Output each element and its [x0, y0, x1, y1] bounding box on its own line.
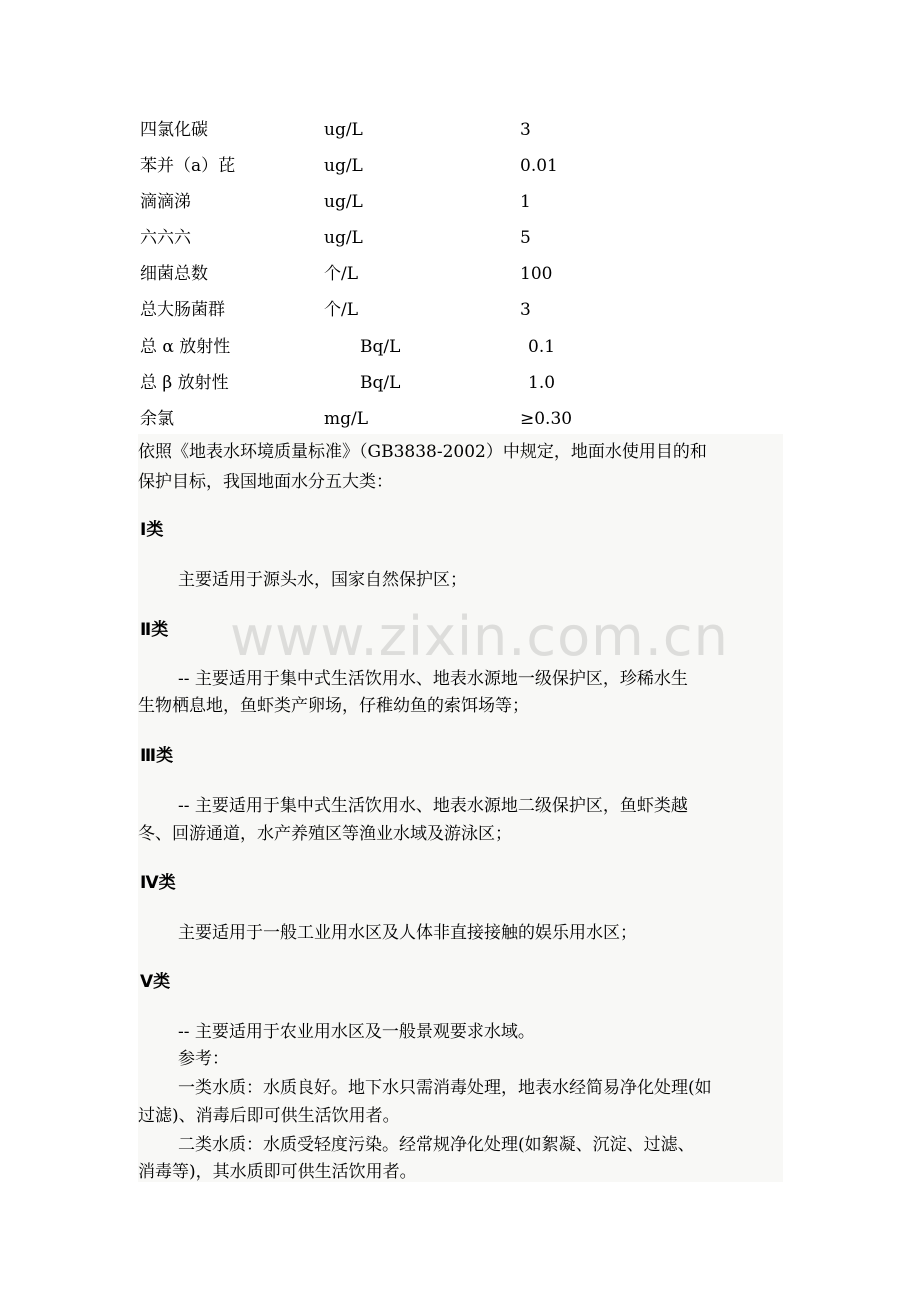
class-description: 主要适用于一般工业用水区及人体非直接接触的娱乐用水区； [178, 923, 637, 943]
item-value: 0.01 [520, 156, 558, 176]
reference-line: 二类水质：水质受轻度污染。经常规净化处理(如絮凝、沉淀、过滤、 [178, 1135, 695, 1155]
item-value: 3 [520, 300, 531, 320]
item-name: 六六六 [140, 228, 191, 248]
item-unit: 个/L [324, 300, 359, 320]
item-unit: ug/L [324, 228, 363, 248]
item-value: 1 [520, 192, 531, 212]
watermark: www.zixin.com.cn [230, 605, 729, 668]
item-value: ≥0.30 [520, 409, 573, 429]
class-heading: Ⅱ类 [140, 620, 169, 640]
item-unit: ug/L [324, 156, 363, 176]
item-value: 3 [520, 120, 531, 140]
item-unit: mg/L [324, 409, 369, 429]
reference-line: 消毒等)，其水质即可供生活饮用者。 [138, 1162, 417, 1182]
item-value: 1.0 [528, 373, 556, 393]
item-name: 滴滴涕 [140, 192, 191, 212]
class-heading: Ⅰ类 [140, 520, 164, 540]
class-heading: Ⅲ类 [140, 746, 174, 766]
item-unit: ug/L [324, 192, 363, 212]
class-description: -- 主要适用于集中式生活饮用水、地表水源地二级保护区，鱼虾类越 [178, 796, 688, 816]
class-description: 生物栖息地，鱼虾类产卵场，仔稚幼鱼的索饵场等； [138, 696, 529, 716]
item-name: 总 α 放射性 [140, 337, 231, 357]
item-value: 0.1 [528, 337, 556, 357]
item-unit: Bq/L [360, 337, 401, 357]
reference-line: 一类水质：水质良好。地下水只需消毒处理，地表水经简易净化处理(如 [178, 1078, 712, 1098]
class-heading: Ⅳ类 [140, 873, 176, 893]
class-description: 主要适用于源头水，国家自然保护区； [178, 570, 467, 590]
intro-line: 依照《地表水环境质量标准》（GB3838-2002）中规定，地面水使用目的和 [138, 442, 707, 462]
item-unit: Bq/L [360, 373, 401, 393]
class-description: -- 主要适用于集中式生活饮用水、地表水源地一级保护区，珍稀水生 [178, 669, 688, 689]
intro-line: 保护目标，我国地面水分五大类： [138, 472, 393, 492]
item-name: 余氯 [140, 409, 174, 429]
reference-label: 参考： [178, 1049, 229, 1069]
item-value: 5 [520, 228, 531, 248]
class-description: -- 主要适用于农业用水区及一般景观要求水域。 [178, 1022, 535, 1042]
item-name: 苯并（a）芘 [140, 156, 236, 176]
item-name: 四氯化碳 [140, 120, 208, 140]
item-name: 细菌总数 [140, 264, 208, 284]
item-unit: ug/L [324, 120, 363, 140]
item-unit: 个/L [324, 264, 359, 284]
item-name: 总 β 放射性 [140, 373, 229, 393]
class-heading: Ⅴ类 [140, 972, 171, 992]
item-name: 总大肠菌群 [140, 300, 225, 320]
reference-line: 过滤)、消毒后即可供生活饮用者。 [138, 1106, 400, 1126]
class-description: 冬、回游通道，水产养殖区等渔业水域及游泳区； [138, 824, 512, 844]
item-value: 100 [520, 264, 553, 284]
